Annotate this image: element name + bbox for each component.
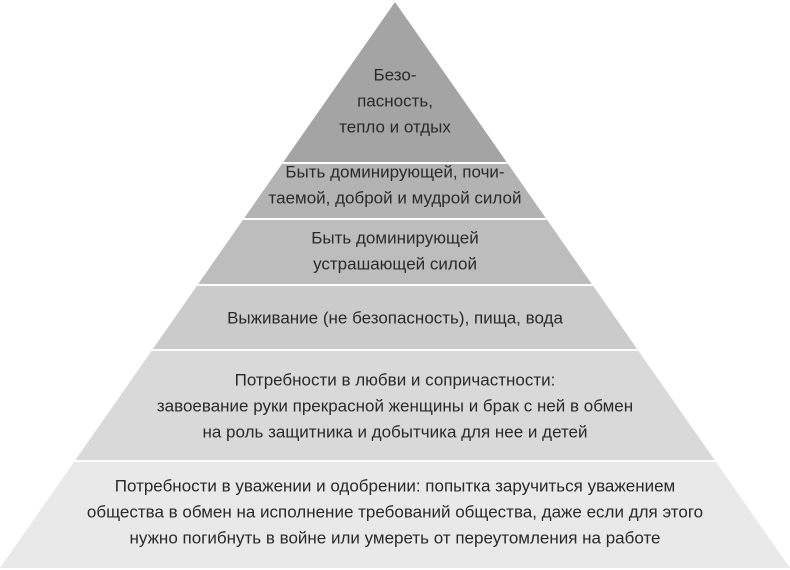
tier-love-belonging xyxy=(75,350,716,461)
tier-esteem-approval-label-line: общества в обмен на исполнение требований общества, даже если для этого xyxy=(86,502,704,522)
tier-love-belonging-label-line: Потребности в любви и сопричастности: xyxy=(234,370,556,390)
tier-dominant-fearsome-force-label-line: устрашающей силой xyxy=(313,254,477,274)
tier-survival-label-line: Выживание (не безопасность), пища, вода xyxy=(227,308,563,328)
tier-survival xyxy=(152,285,638,350)
tier-safety-warmth-rest xyxy=(283,2,508,163)
tier-esteem-approval-label-line: Потребности в уважении и одобрении: попытка заручиться уважением xyxy=(114,476,676,496)
tier-dominant-revered-force xyxy=(244,163,547,220)
tier-love-belonging-label-line: завоевание руки прекрасной женщины и брак с ней в обмен xyxy=(156,396,634,416)
tier-dominant-fearsome-force xyxy=(198,219,593,285)
tier-dominant-fearsome-force-label-line: Быть доминирующей xyxy=(311,228,479,248)
tier-dominant-revered-force-label-line: Быть доминирующей, почи- xyxy=(285,162,505,182)
tier-esteem-approval-label-line: нужно погибнуть в войне или умереть от переутомления на работе xyxy=(129,528,661,548)
tier-safety-warmth-rest-label-line: Безо- xyxy=(373,65,417,85)
tier-safety-warmth-rest-label-line: тепло и отдых xyxy=(339,117,451,137)
tier-dominant-revered-force-label-line: таемой, доброй и мудрой силой xyxy=(268,188,522,208)
tier-love-belonging-label-line: на роль защитника и добытчика для нее и детей xyxy=(202,422,588,442)
tier-safety-warmth-rest-label-line: пасность, xyxy=(357,91,433,111)
tier-esteem-approval xyxy=(0,461,790,568)
